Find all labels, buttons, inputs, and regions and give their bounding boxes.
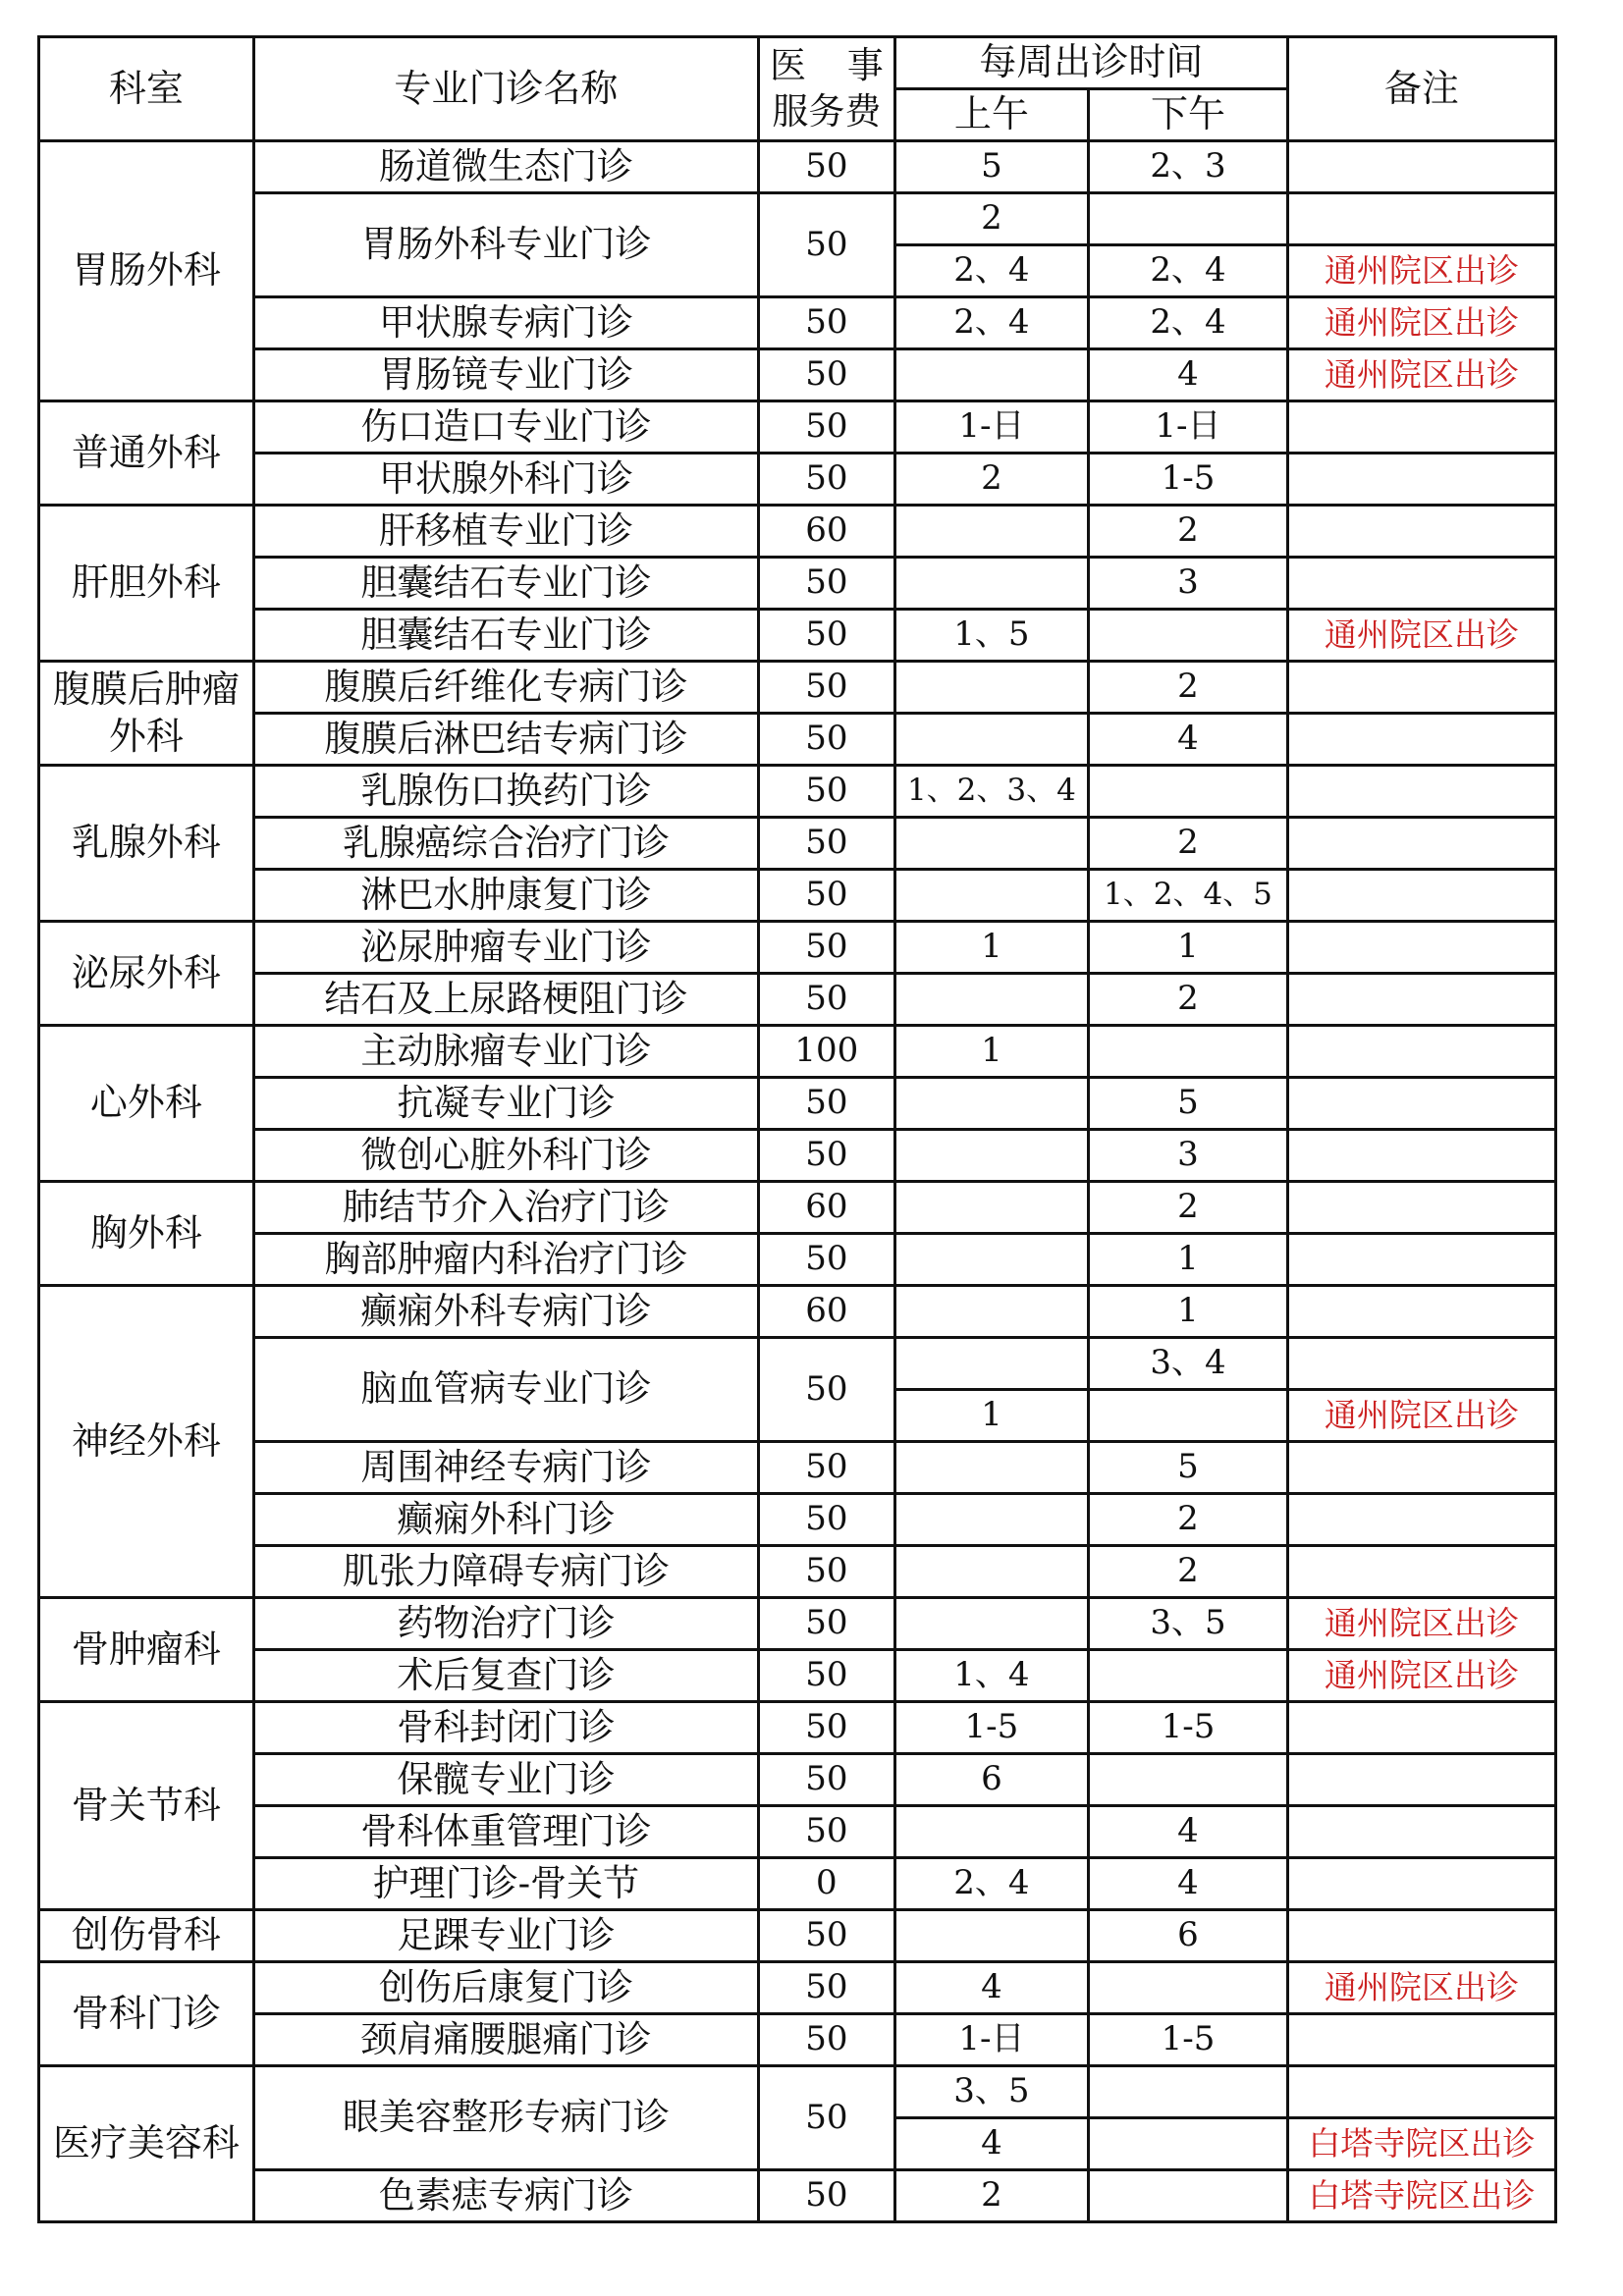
note-cell: [1287, 1494, 1555, 1546]
fee-cell: 50: [759, 922, 895, 974]
pm-cell: [1089, 1390, 1288, 1442]
am-cell: 1-日: [894, 401, 1088, 454]
am-cell: [894, 1546, 1088, 1598]
pm-cell: [1089, 1754, 1288, 1806]
note-cell: [1287, 1754, 1555, 1806]
note-cell: [1287, 1858, 1555, 1910]
am-cell: 2: [894, 2170, 1088, 2222]
pm-cell: 1、2、4、5: [1089, 870, 1288, 922]
table-row: [39, 1806, 1556, 1858]
table-row: [39, 2066, 1556, 2118]
dept-cell: 骨科门诊: [39, 1962, 254, 2066]
fee-cell: 50: [759, 2170, 895, 2222]
note-cell: 通州院区出诊: [1287, 245, 1555, 297]
table-row: [39, 922, 1556, 974]
pm-cell: 2、3: [1089, 141, 1288, 193]
fee-cell: 50: [759, 974, 895, 1026]
table-row: [39, 297, 1556, 349]
dept-cell: 乳腺外科: [39, 766, 254, 922]
fee-cell: 50: [759, 193, 895, 297]
fee-cell: 60: [759, 1286, 895, 1338]
fee-cell: 50: [759, 1078, 895, 1130]
table-row: [39, 2170, 1556, 2222]
clinic-cell: 胆囊结石专业门诊: [253, 610, 758, 662]
clinic-cell: 乳腺癌综合治疗门诊: [253, 818, 758, 870]
fee-cell: 50: [759, 454, 895, 506]
pm-cell: 2: [1089, 974, 1288, 1026]
clinic-cell: 肠道微生态门诊: [253, 141, 758, 193]
am-cell: [894, 714, 1088, 766]
fee-cell: 50: [759, 610, 895, 662]
clinic-cell: 乳腺伤口换药门诊: [253, 766, 758, 818]
fee-cell: 50: [759, 401, 895, 454]
note-cell: [1287, 1286, 1555, 1338]
am-cell: [894, 818, 1088, 870]
note-cell: [1287, 974, 1555, 1026]
note-cell: [1287, 922, 1555, 974]
table-row: [39, 558, 1556, 610]
dept-cell: 骨关节科: [39, 1702, 254, 1910]
clinic-cell: 泌尿肿瘤专业门诊: [253, 922, 758, 974]
clinic-cell: 颈肩痛腰腿痛门诊: [253, 2014, 758, 2066]
note-cell: [1287, 401, 1555, 454]
pm-cell: 1-5: [1089, 2014, 1288, 2066]
fee-cell: 50: [759, 1130, 895, 1182]
table-row: [39, 1546, 1556, 1598]
fee-cell: 0: [759, 1858, 895, 1910]
pm-cell: 2: [1089, 818, 1288, 870]
am-cell: [894, 1286, 1088, 1338]
fee-cell: 60: [759, 1182, 895, 1234]
note-cell: 白塔寺院区出诊: [1287, 2118, 1555, 2170]
fee-cell: 50: [759, 1650, 895, 1702]
note-cell: [1287, 1026, 1555, 1078]
clinic-cell: 抗凝专业门诊: [253, 1078, 758, 1130]
pm-cell: 4: [1089, 1806, 1288, 1858]
am-cell: [894, 558, 1088, 610]
note-cell: 通州院区出诊: [1287, 1650, 1555, 1702]
clinic-cell: 保髋专业门诊: [253, 1754, 758, 1806]
table-row: [39, 141, 1556, 193]
fee-cell: 50: [759, 1806, 895, 1858]
schedule-sheet: [37, 35, 1557, 2223]
pm-cell: [1089, 766, 1288, 818]
am-cell: 1: [894, 1026, 1088, 1078]
note-cell: 通州院区出诊: [1287, 297, 1555, 349]
dept-cell: 创伤骨科: [39, 1910, 254, 1962]
clinic-cell: 胆囊结石专业门诊: [253, 558, 758, 610]
dept-cell: 医疗美容科: [39, 2066, 254, 2222]
dept-cell: 神经外科: [39, 1286, 254, 1598]
pm-cell: 5: [1089, 1442, 1288, 1494]
clinic-cell: 术后复查门诊: [253, 1650, 758, 1702]
table-row: [39, 1286, 1556, 1338]
clinic-cell: 创伤后康复门诊: [253, 1962, 758, 2014]
clinic-cell: 足踝专业门诊: [253, 1910, 758, 1962]
fee-cell: 50: [759, 766, 895, 818]
note-cell: [1287, 1442, 1555, 1494]
note-cell: [1287, 1910, 1555, 1962]
clinic-cell: 甲状腺专病门诊: [253, 297, 758, 349]
pm-cell: 2、4: [1089, 297, 1288, 349]
am-cell: 1-日: [894, 2014, 1088, 2066]
pm-cell: [1089, 2118, 1288, 2170]
fee-cell: 50: [759, 714, 895, 766]
clinic-cell: 肝移植专业门诊: [253, 506, 758, 558]
table-row: [39, 1338, 1556, 1390]
fee-cell: 50: [759, 1234, 895, 1286]
table-row: [39, 1962, 1556, 2014]
pm-cell: 2、4: [1089, 245, 1288, 297]
note-cell: [1287, 1234, 1555, 1286]
fee-cell: 50: [759, 1442, 895, 1494]
table-row: [39, 610, 1556, 662]
note-cell: [1287, 1182, 1555, 1234]
am-cell: 5: [894, 141, 1088, 193]
table-row: [39, 1650, 1556, 1702]
pm-cell: 2: [1089, 506, 1288, 558]
table-row: [39, 1754, 1556, 1806]
note-cell: 通州院区出诊: [1287, 349, 1555, 401]
am-cell: 2、4: [894, 297, 1088, 349]
table-row: [39, 1234, 1556, 1286]
note-cell: 白塔寺院区出诊: [1287, 2170, 1555, 2222]
fee-cell: 50: [759, 1338, 895, 1442]
dept-cell: 腹膜后肿瘤 外科: [39, 662, 254, 766]
clinic-cell: 肌张力障碍专病门诊: [253, 1546, 758, 1598]
am-cell: [894, 1234, 1088, 1286]
note-cell: [1287, 454, 1555, 506]
pm-cell: 4: [1089, 714, 1288, 766]
pm-cell: [1089, 1026, 1288, 1078]
note-cell: [1287, 1806, 1555, 1858]
clinic-cell: 结石及上尿路梗阻门诊: [253, 974, 758, 1026]
pm-cell: [1089, 193, 1288, 245]
pm-cell: 1-日: [1089, 401, 1288, 454]
fee-cell: 50: [759, 818, 895, 870]
table-row: [39, 1182, 1556, 1234]
clinic-cell: 脑血管病专业门诊: [253, 1338, 758, 1442]
am-cell: [894, 1910, 1088, 1962]
am-cell: [894, 506, 1088, 558]
table-row: [39, 506, 1556, 558]
fee-cell: 50: [759, 1962, 895, 2014]
note-cell: 通州院区出诊: [1287, 1390, 1555, 1442]
am-cell: 1: [894, 1390, 1088, 1442]
fee-cell: 50: [759, 2066, 895, 2170]
table-row: [39, 2014, 1556, 2066]
pm-cell: [1089, 1650, 1288, 1702]
clinic-cell: 护理门诊-骨关节: [253, 1858, 758, 1910]
pm-cell: [1089, 2066, 1288, 2118]
am-cell: 6: [894, 1754, 1088, 1806]
header-am: 上午: [894, 89, 1088, 141]
pm-cell: 1-5: [1089, 1702, 1288, 1754]
clinic-cell: 淋巴水肿康复门诊: [253, 870, 758, 922]
note-cell: [1287, 193, 1555, 245]
pm-cell: 3、4: [1089, 1338, 1288, 1390]
clinic-cell: 癫痫外科专病门诊: [253, 1286, 758, 1338]
am-cell: [894, 1598, 1088, 1650]
dept-cell: 泌尿外科: [39, 922, 254, 1026]
am-cell: [894, 974, 1088, 1026]
header-pm: 下午: [1089, 89, 1288, 141]
table-row: [39, 401, 1556, 454]
fee-cell: 50: [759, 1598, 895, 1650]
pm-cell: [1089, 1962, 1288, 2014]
am-cell: [894, 1182, 1088, 1234]
am-cell: [894, 1130, 1088, 1182]
table-row: [39, 349, 1556, 401]
am-cell: [894, 1494, 1088, 1546]
dept-cell: 胃肠外科: [39, 141, 254, 401]
fee-cell: 50: [759, 1494, 895, 1546]
header-row: [39, 37, 1556, 89]
table-row: [39, 870, 1556, 922]
note-cell: [1287, 766, 1555, 818]
header-note: 备注: [1287, 37, 1555, 141]
note-cell: [1287, 1338, 1555, 1390]
am-cell: 1、2、3、4: [894, 766, 1088, 818]
fee-cell: 50: [759, 662, 895, 714]
table-row: [39, 193, 1556, 245]
table-row: [39, 1130, 1556, 1182]
pm-cell: [1089, 2170, 1288, 2222]
clinic-cell: 胃肠镜专业门诊: [253, 349, 758, 401]
am-cell: [894, 1338, 1088, 1390]
note-cell: [1287, 870, 1555, 922]
clinic-cell: 药物治疗门诊: [253, 1598, 758, 1650]
pm-cell: 3: [1089, 558, 1288, 610]
table-row: [39, 1494, 1556, 1546]
table-row: [39, 1598, 1556, 1650]
pm-cell: 1: [1089, 922, 1288, 974]
fee-cell: 100: [759, 1026, 895, 1078]
pm-cell: 1-5: [1089, 454, 1288, 506]
dept-cell: 骨肿瘤科: [39, 1598, 254, 1702]
pm-cell: 4: [1089, 349, 1288, 401]
pm-cell: 5: [1089, 1078, 1288, 1130]
fee-cell: 50: [759, 1702, 895, 1754]
dept-cell: 胸外科: [39, 1182, 254, 1286]
am-cell: 4: [894, 2118, 1088, 2170]
am-cell: 1: [894, 922, 1088, 974]
header-dept: 科室: [39, 37, 254, 141]
header-fee: 医 事 服务费: [759, 37, 895, 141]
fee-cell: 50: [759, 558, 895, 610]
pm-cell: 1: [1089, 1286, 1288, 1338]
clinic-cell: 骨科封闭门诊: [253, 1702, 758, 1754]
table-row: [39, 818, 1556, 870]
am-cell: [894, 1442, 1088, 1494]
pm-cell: 2: [1089, 1546, 1288, 1598]
table-row: [39, 454, 1556, 506]
pm-cell: [1089, 610, 1288, 662]
table-row: [39, 1858, 1556, 1910]
header-clinic: 专业门诊名称: [253, 37, 758, 141]
am-cell: 4: [894, 1962, 1088, 2014]
am-cell: 2: [894, 454, 1088, 506]
note-cell: [1287, 506, 1555, 558]
note-cell: [1287, 1702, 1555, 1754]
fee-cell: 60: [759, 506, 895, 558]
am-cell: 3、5: [894, 2066, 1088, 2118]
dept-cell: 心外科: [39, 1026, 254, 1182]
note-cell: 通州院区出诊: [1287, 1598, 1555, 1650]
note-cell: [1287, 558, 1555, 610]
fee-cell: 50: [759, 297, 895, 349]
note-cell: [1287, 2066, 1555, 2118]
clinic-cell: 伤口造口专业门诊: [253, 401, 758, 454]
pm-cell: 3: [1089, 1130, 1288, 1182]
clinic-cell: 骨科体重管理门诊: [253, 1806, 758, 1858]
pm-cell: 4: [1089, 1858, 1288, 1910]
pm-cell: 2: [1089, 662, 1288, 714]
note-cell: [1287, 1078, 1555, 1130]
am-cell: 1、4: [894, 1650, 1088, 1702]
pm-cell: 2: [1089, 1182, 1288, 1234]
pm-cell: 3、5: [1089, 1598, 1288, 1650]
clinic-cell: 周围神经专病门诊: [253, 1442, 758, 1494]
am-cell: 1、5: [894, 610, 1088, 662]
dept-cell: 肝胆外科: [39, 506, 254, 662]
table-row: [39, 1442, 1556, 1494]
clinic-cell: 甲状腺外科门诊: [253, 454, 758, 506]
fee-cell: 50: [759, 1546, 895, 1598]
am-cell: 2、4: [894, 245, 1088, 297]
note-cell: [1287, 1130, 1555, 1182]
note-cell: [1287, 662, 1555, 714]
clinic-cell: 眼美容整形专病门诊: [253, 2066, 758, 2170]
am-cell: [894, 662, 1088, 714]
fee-cell: 50: [759, 1910, 895, 1962]
am-cell: 1-5: [894, 1702, 1088, 1754]
table-row: [39, 1078, 1556, 1130]
note-cell: [1287, 2014, 1555, 2066]
note-cell: 通州院区出诊: [1287, 1962, 1555, 2014]
fee-cell: 50: [759, 2014, 895, 2066]
clinic-cell: 癫痫外科门诊: [253, 1494, 758, 1546]
clinic-cell: 微创心脏外科门诊: [253, 1130, 758, 1182]
table-row: [39, 766, 1556, 818]
table-row: [39, 662, 1556, 714]
am-cell: 2: [894, 193, 1088, 245]
table-row: [39, 974, 1556, 1026]
am-cell: 2、4: [894, 1858, 1088, 1910]
clinic-schedule-table: [37, 35, 1557, 2223]
clinic-cell: 腹膜后淋巴结专病门诊: [253, 714, 758, 766]
am-cell: [894, 1078, 1088, 1130]
clinic-cell: 胸部肿瘤内科治疗门诊: [253, 1234, 758, 1286]
fee-cell: 50: [759, 349, 895, 401]
pm-cell: 1: [1089, 1234, 1288, 1286]
table-row: [39, 1910, 1556, 1962]
clinic-cell: 胃肠外科专业门诊: [253, 193, 758, 297]
clinic-cell: 主动脉瘤专业门诊: [253, 1026, 758, 1078]
fee-cell: 50: [759, 141, 895, 193]
table-row: [39, 714, 1556, 766]
note-cell: [1287, 1546, 1555, 1598]
am-cell: [894, 870, 1088, 922]
fee-cell: 50: [759, 870, 895, 922]
table-row: [39, 1702, 1556, 1754]
header-time: 每周出诊时间: [894, 37, 1287, 89]
note-cell: [1287, 714, 1555, 766]
table-row: [39, 1026, 1556, 1078]
fee-cell: 50: [759, 1754, 895, 1806]
pm-cell: 6: [1089, 1910, 1288, 1962]
dept-cell: 普通外科: [39, 401, 254, 506]
pm-cell: 2: [1089, 1494, 1288, 1546]
clinic-cell: 色素痣专病门诊: [253, 2170, 758, 2222]
clinic-cell: 腹膜后纤维化专病门诊: [253, 662, 758, 714]
clinic-cell: 肺结节介入治疗门诊: [253, 1182, 758, 1234]
am-cell: [894, 349, 1088, 401]
note-cell: [1287, 818, 1555, 870]
am-cell: [894, 1806, 1088, 1858]
note-cell: 通州院区出诊: [1287, 610, 1555, 662]
note-cell: [1287, 141, 1555, 193]
